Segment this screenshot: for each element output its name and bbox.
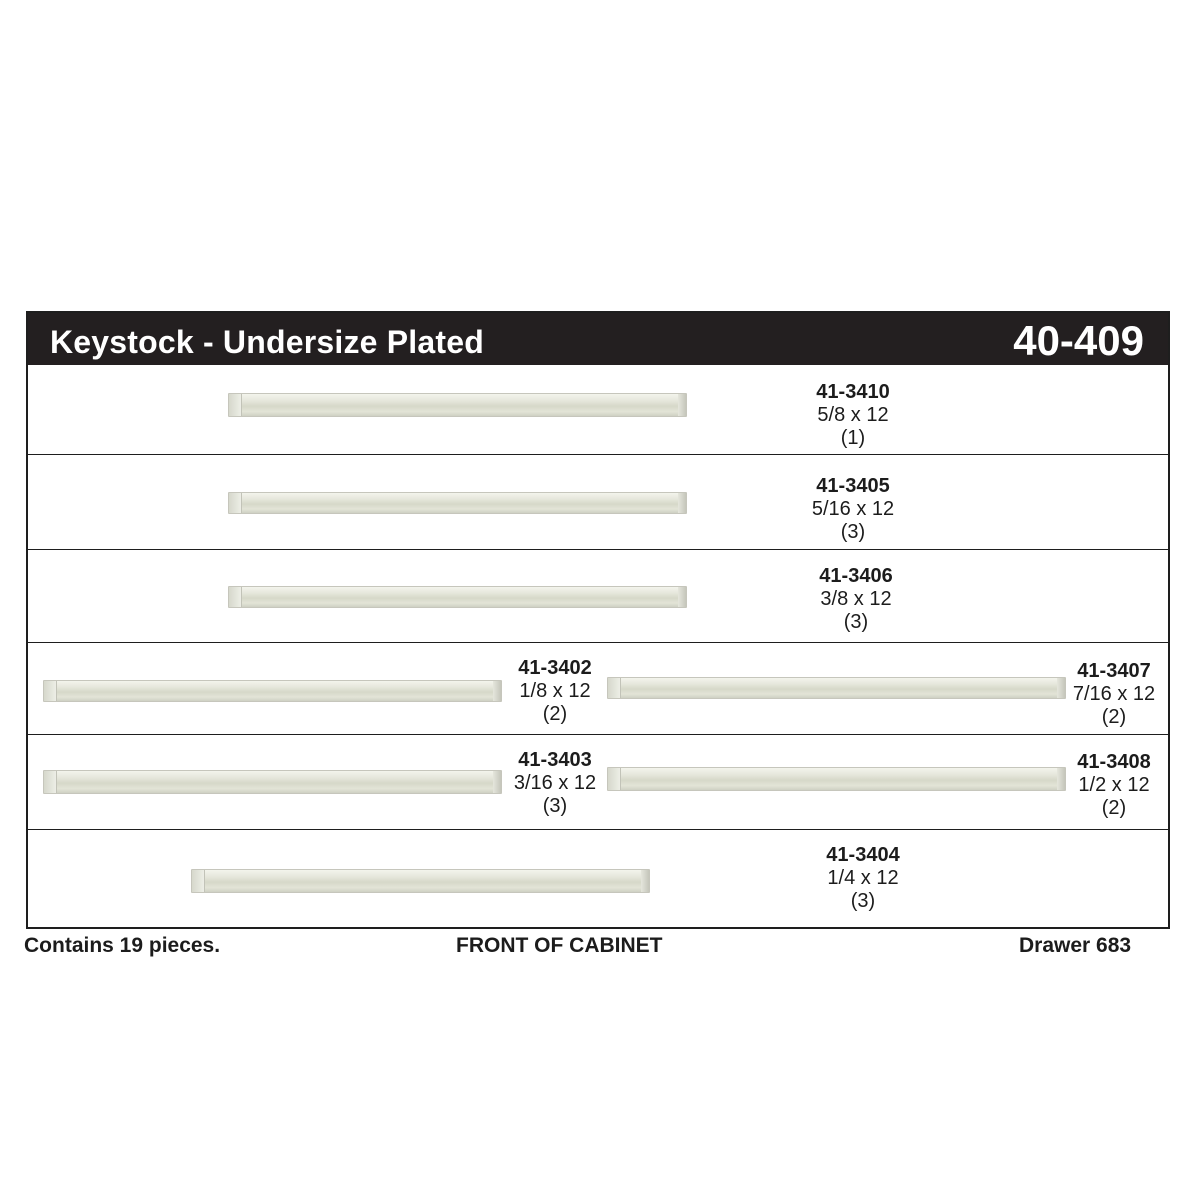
item-label bbox=[803, 844, 923, 913]
part-size: 5/16 x 12 bbox=[811, 498, 895, 520]
header-bar bbox=[28, 313, 1168, 365]
part-size: 5/8 x 12 bbox=[817, 404, 889, 426]
part-number: 41-3410 bbox=[816, 381, 890, 403]
part-size: 7/16 x 12 bbox=[1072, 683, 1156, 705]
parts-chart bbox=[26, 311, 1170, 929]
front-of-cabinet-label: FRONT OF CABINET bbox=[456, 934, 663, 957]
item-label bbox=[1054, 751, 1174, 820]
pieces-count: Contains 19 pieces. bbox=[24, 934, 221, 957]
part-number: 41-3402 bbox=[518, 657, 592, 679]
item-label bbox=[793, 381, 913, 450]
part-quantity: (3) bbox=[840, 521, 866, 543]
part-size: 1/8 x 12 bbox=[519, 680, 591, 702]
item-label bbox=[495, 749, 615, 818]
row-divider bbox=[28, 642, 1168, 643]
part-number: 41-3408 bbox=[1077, 751, 1151, 773]
item-label bbox=[1054, 660, 1174, 729]
part-size: 1/2 x 12 bbox=[1078, 774, 1150, 796]
part-number: 41-3407 bbox=[1077, 660, 1151, 682]
item-label bbox=[796, 565, 916, 634]
row-divider bbox=[28, 454, 1168, 455]
part-quantity: (1) bbox=[840, 427, 866, 449]
part-quantity: (3) bbox=[850, 890, 876, 912]
part-size: 3/8 x 12 bbox=[820, 588, 892, 610]
part-quantity: (3) bbox=[542, 795, 568, 817]
item-label bbox=[495, 657, 615, 726]
chart-number: 40-409 bbox=[1013, 317, 1144, 364]
keystock-bar bbox=[607, 767, 1066, 791]
item-label bbox=[793, 475, 913, 544]
part-quantity: (2) bbox=[1101, 706, 1127, 728]
part-quantity: (2) bbox=[1101, 797, 1127, 819]
drawer-number: Drawer 683 bbox=[1019, 934, 1132, 957]
part-quantity: (3) bbox=[843, 611, 869, 633]
row-divider bbox=[28, 734, 1168, 735]
row-divider bbox=[28, 549, 1168, 550]
keystock-bar bbox=[191, 869, 650, 893]
part-size: 3/16 x 12 bbox=[513, 772, 597, 794]
keystock-bar bbox=[228, 492, 687, 514]
part-number: 41-3405 bbox=[816, 475, 890, 497]
keystock-bar bbox=[607, 677, 1066, 699]
part-number: 41-3403 bbox=[518, 749, 592, 771]
keystock-bar bbox=[43, 680, 502, 702]
part-number: 41-3406 bbox=[819, 565, 893, 587]
keystock-bar bbox=[43, 770, 502, 794]
keystock-bar bbox=[228, 586, 687, 608]
chart-title: Keystock - Undersize Plated bbox=[50, 324, 484, 360]
part-size: 1/4 x 12 bbox=[827, 867, 899, 889]
part-quantity: (2) bbox=[542, 703, 568, 725]
keystock-bar bbox=[228, 393, 687, 417]
part-number: 41-3404 bbox=[826, 844, 900, 866]
row-divider bbox=[28, 829, 1168, 830]
